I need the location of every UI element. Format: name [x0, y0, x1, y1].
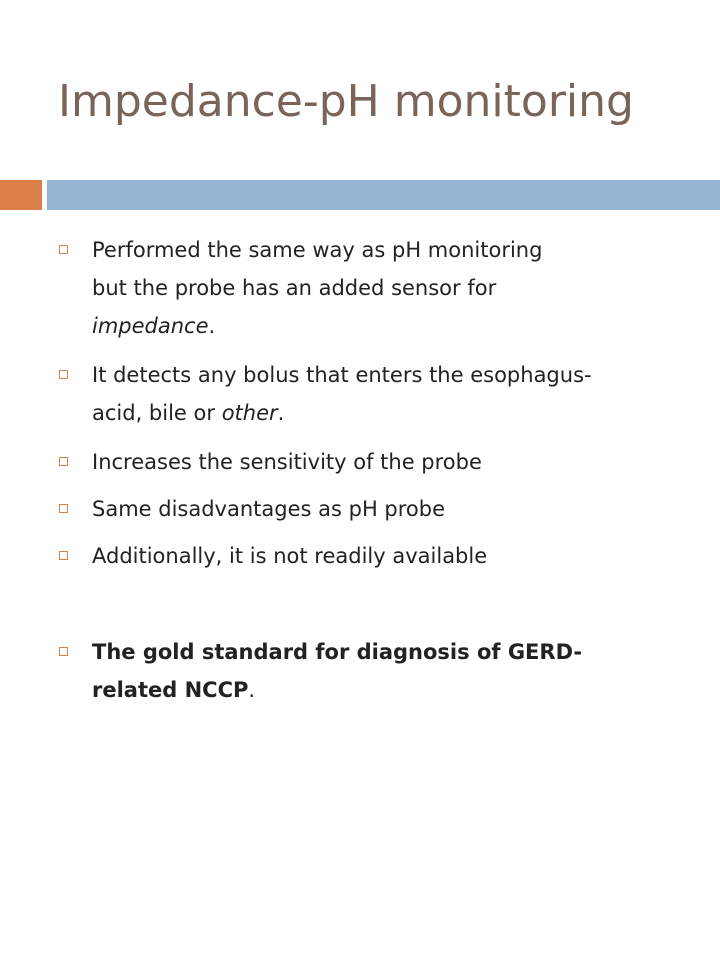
bullet-item-disadvantages [92, 490, 702, 528]
bullet-text: Increases the sensitivity of the probe [92, 450, 482, 474]
bullet-item-gold-standard [92, 633, 702, 709]
square-bullet-icon [59, 647, 68, 656]
bullet-text-italic: impedance [92, 314, 209, 338]
bullet-text: Same disadvantages as pH probe [92, 497, 446, 521]
slide-title: Impedance-pH monitoring [58, 76, 634, 127]
square-bullet-icon [59, 504, 68, 513]
bullet-text-line: The gold standard for diagnosis of GERD- [92, 640, 583, 664]
square-bullet-icon [59, 245, 68, 254]
bullet-item-sensitivity [92, 443, 702, 481]
bullet-item-performed [92, 231, 702, 345]
bullet-text-end: . [208, 314, 216, 338]
bullet-item-detects [92, 356, 702, 432]
bullet-text-line: but the probe has an added sensor for [92, 276, 497, 300]
bullet-text-end: . [277, 401, 285, 425]
bullet-text-bold: related NCCP [92, 678, 249, 702]
bullet-text-italic: other [221, 401, 278, 425]
bullet-text-line: It detects any bolus that enters the esophagus- [92, 363, 592, 387]
bullet-text-end: . [248, 678, 256, 702]
bullet-text: Additionally, it is not readily available [92, 544, 488, 568]
bullet-item-availability [92, 537, 702, 575]
square-bullet-icon [59, 370, 68, 379]
square-bullet-icon [59, 457, 68, 466]
square-bullet-icon [59, 551, 68, 560]
bullet-text-line: Performed the same way as pH monitoring [92, 238, 543, 262]
bullet-text-line: acid, bile or [92, 401, 222, 425]
